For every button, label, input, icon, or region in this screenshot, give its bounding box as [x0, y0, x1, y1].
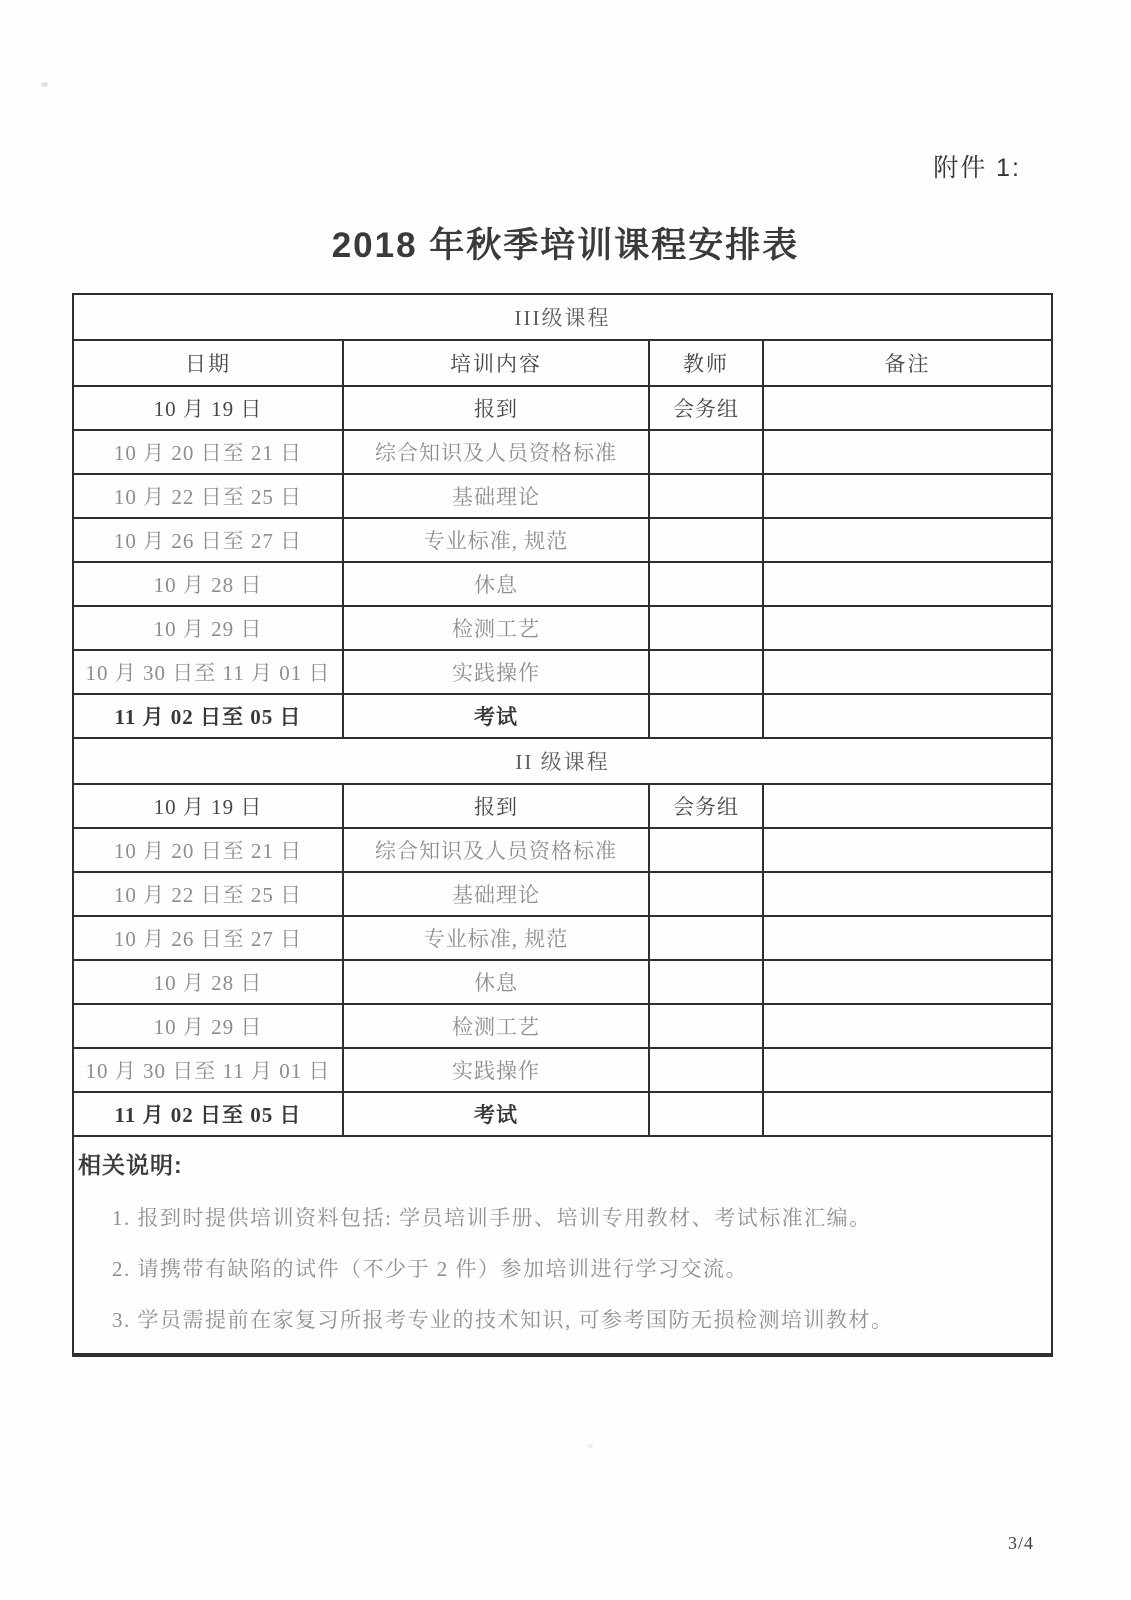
remark-cell — [763, 606, 1052, 650]
teacher-cell — [649, 562, 763, 606]
table-row — [73, 694, 1052, 738]
date-cell: 10 月 28 日 — [73, 562, 343, 606]
date-cell: 10 月 22 日至 25 日 — [73, 872, 343, 916]
teacher-cell — [649, 916, 763, 960]
col-header-teacher: 教师 — [649, 340, 763, 386]
table-row — [73, 430, 1052, 474]
remark-cell — [763, 960, 1052, 1004]
content-cell: 综合知识及人员资格标准 — [343, 430, 649, 474]
teacher-cell — [649, 694, 763, 738]
remark-cell — [763, 872, 1052, 916]
teacher-cell — [649, 430, 763, 474]
teacher-cell — [649, 650, 763, 694]
notes-row — [73, 1136, 1052, 1355]
teacher-cell — [649, 828, 763, 872]
scan-speck — [588, 1444, 593, 1448]
table-row — [73, 828, 1052, 872]
date-cell: 10 月 30 日至 11 月 01 日 — [73, 650, 343, 694]
teacher-cell — [649, 1004, 763, 1048]
date-cell: 10 月 20 日至 21 日 — [73, 430, 343, 474]
content-cell: 报到 — [343, 784, 649, 828]
note-item: 1. 报到时提供培训资料包括: 学员培训手册、培训专用教材、考试标准汇编。 — [112, 1206, 872, 1230]
content-cell: 实践操作 — [343, 650, 649, 694]
note-item: 3. 学员需提前在家复习所报考专业的技术知识, 可参考国防无损检测培训教材。 — [112, 1308, 894, 1332]
date-cell: 11 月 02 日至 05 日 — [73, 694, 343, 738]
remark-cell — [763, 916, 1052, 960]
table-row — [73, 386, 1052, 430]
date-cell: 10 月 28 日 — [73, 960, 343, 1004]
teacher-cell: 会务组 — [649, 386, 763, 430]
teacher-cell — [649, 518, 763, 562]
table-row — [73, 872, 1052, 916]
col-header-date: 日期 — [73, 340, 343, 386]
content-cell: 基础理论 — [343, 474, 649, 518]
content-cell: 基础理论 — [343, 872, 649, 916]
table-row — [73, 474, 1052, 518]
remark-cell — [763, 562, 1052, 606]
remark-cell — [763, 1048, 1052, 1092]
date-cell: 10 月 19 日 — [73, 386, 343, 430]
remark-cell — [763, 386, 1052, 430]
remark-cell — [763, 650, 1052, 694]
teacher-cell — [649, 872, 763, 916]
table-row — [73, 784, 1052, 828]
date-cell: 11 月 02 日至 05 日 — [73, 1092, 343, 1136]
teacher-cell — [649, 960, 763, 1004]
table-row — [73, 606, 1052, 650]
content-cell: 休息 — [343, 960, 649, 1004]
col-header-remark: 备注 — [763, 340, 1052, 386]
table-row — [73, 1092, 1052, 1136]
scan-speck — [41, 82, 48, 87]
content-cell: 专业标准, 规范 — [343, 518, 649, 562]
col-header-content: 培训内容 — [343, 340, 649, 386]
date-cell: 10 月 30 日至 11 月 01 日 — [73, 1048, 343, 1092]
table-row — [73, 916, 1052, 960]
column-header-row — [73, 340, 1052, 386]
remark-cell — [763, 784, 1052, 828]
content-cell: 考试 — [343, 694, 649, 738]
content-cell: 检测工艺 — [343, 606, 649, 650]
content-cell: 实践操作 — [343, 1048, 649, 1092]
content-cell: 检测工艺 — [343, 1004, 649, 1048]
page-title: 2018 年秋季培训课程安排表 — [331, 226, 800, 265]
date-cell: 10 月 26 日至 27 日 — [73, 518, 343, 562]
content-cell: 报到 — [343, 386, 649, 430]
content-cell: 考试 — [343, 1092, 649, 1136]
table-row — [73, 650, 1052, 694]
date-cell: 10 月 29 日 — [73, 606, 343, 650]
table-row — [73, 1004, 1052, 1048]
remark-cell — [763, 474, 1052, 518]
date-cell: 10 月 26 日至 27 日 — [73, 916, 343, 960]
date-cell: 10 月 22 日至 25 日 — [73, 474, 343, 518]
content-cell: 专业标准, 规范 — [343, 916, 649, 960]
teacher-cell — [649, 606, 763, 650]
content-cell: 综合知识及人员资格标准 — [343, 828, 649, 872]
table-row — [73, 562, 1052, 606]
table-row — [73, 960, 1052, 1004]
date-cell: 10 月 29 日 — [73, 1004, 343, 1048]
remark-cell — [763, 430, 1052, 474]
notes-title: 相关说明: — [78, 1152, 183, 1178]
schedule-table — [72, 293, 1053, 1357]
teacher-cell: 会务组 — [649, 784, 763, 828]
section-header-row — [73, 738, 1052, 784]
section-title: II 级课程 — [73, 738, 1052, 784]
remark-cell — [763, 518, 1052, 562]
teacher-cell — [649, 1048, 763, 1092]
note-item: 2. 请携带有缺陷的试件（不少于 2 件）参加培训进行学习交流。 — [112, 1257, 748, 1281]
section-header-row — [73, 294, 1052, 340]
teacher-cell — [649, 474, 763, 518]
section-title: III级课程 — [73, 294, 1052, 340]
remark-cell — [763, 694, 1052, 738]
teacher-cell — [649, 1092, 763, 1136]
remark-cell — [763, 1004, 1052, 1048]
remark-cell — [763, 1092, 1052, 1136]
page-number: 3/4 — [1008, 1533, 1035, 1553]
notes-cell — [73, 1136, 1052, 1355]
attachment-label: 附件 1: — [933, 154, 1021, 182]
date-cell: 10 月 20 日至 21 日 — [73, 828, 343, 872]
content-cell: 休息 — [343, 562, 649, 606]
remark-cell — [763, 828, 1052, 872]
table-row — [73, 518, 1052, 562]
date-cell: 10 月 19 日 — [73, 784, 343, 828]
table-row — [73, 1048, 1052, 1092]
